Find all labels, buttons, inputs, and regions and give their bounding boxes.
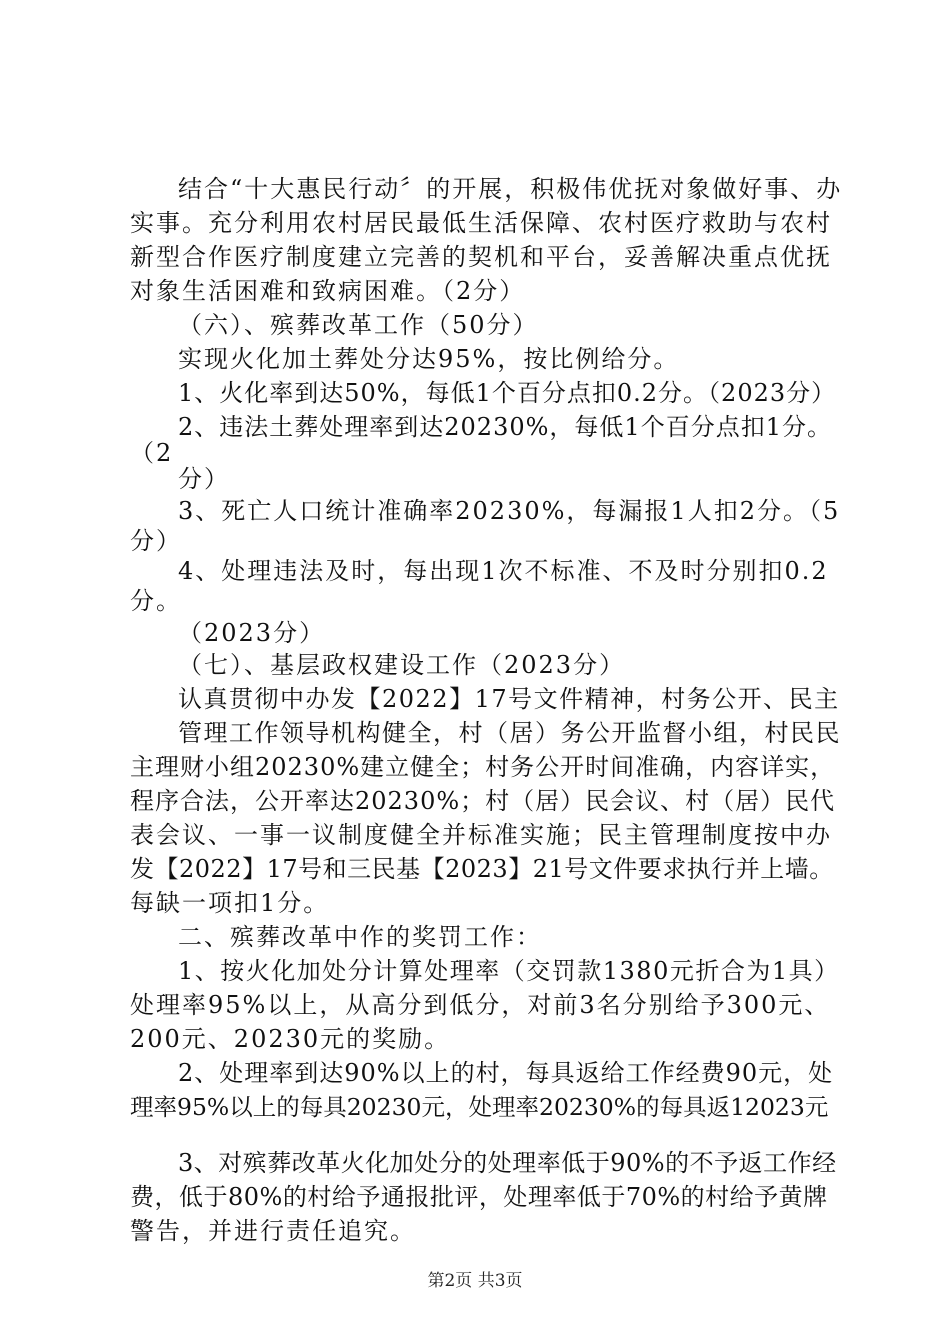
text-line: 1、火化率到达50%，每低1个百分点扣0.2分。（2023分） <box>178 379 837 407</box>
text-line: 新型合作医疗制度建立完善的契机和平台，妥善解决重点优抚 <box>130 243 832 271</box>
text-line: 分） <box>178 465 230 493</box>
text-line: 管理工作领导机构健全，村（居）务公开监督小组，村民民 <box>178 719 841 747</box>
section-heading: （六）、殡葬改革工作（50分） <box>178 311 539 339</box>
text-line: 程序合法，公开率达20230%；村（居）民会议、村（居）民代 <box>130 787 836 815</box>
text-line: 主理财小组20230%建立健全；村务公开时间准确，内容详实， <box>130 753 836 781</box>
text-line: 分。 <box>130 587 182 615</box>
text-line: 200元、20230元的奖励。 <box>130 1025 451 1053</box>
text-line: （2 <box>130 439 174 467</box>
text-line: 对象生活困难和致病困难。（2分） <box>130 277 526 305</box>
page-number-footer: 第2页 共3页 <box>427 1271 523 1291</box>
text-line: 1、按火化加处分计算处理率（交罚款1380元折合为1具） <box>178 957 840 985</box>
text-line: 费，低于80%的村给予通报批评，处理率低于70%的村给予黄牌 <box>130 1183 828 1211</box>
text-line: 实现火化加土葬处分达95%，按比例给分。 <box>178 345 680 373</box>
text-line: 发【2022】17号和三民基【2023】21号文件要求执行并上墙。 <box>130 855 834 883</box>
text-line: 3、死亡人口统计准确率20230%，每漏报1人扣2分。（5 <box>178 497 841 525</box>
section-heading: （七）、基层政权建设工作（2023分） <box>178 651 626 679</box>
text-line: 2、违法土葬处理率到达20230%，每低1个百分点扣1分。 <box>178 413 832 441</box>
text-line: 理率95%以上的每具20230元，处理率20230%的每具返12023元 <box>130 1093 829 1121</box>
text-line: 警告，并进行责任追究。 <box>130 1217 416 1245</box>
text-line: 实事。充分利用农村居民最低生活保障、农村医疗救助与农村 <box>130 209 832 237</box>
text-line: 认真贯彻中办发【2022】17号文件精神，村务公开、民主 <box>178 685 840 713</box>
text-line: 2、处理率到达90%以上的村，每具返给工作经费90元，处 <box>178 1059 834 1087</box>
text-line: 3、对殡葬改革火化加处分的处理率低于90%的不予返工作经 <box>178 1149 837 1177</box>
text-line: （2023分） <box>178 619 326 647</box>
text-line: 结合“十大惠民行动〞的开展，积极伟优抚对象做好事、办 <box>178 175 843 203</box>
text-line: 分） <box>130 527 182 555</box>
text-line: 表会议、一事一议制度健全并标准实施；民主管理制度按中办 <box>130 821 832 849</box>
section-heading: 二、殡葬改革中作的奖罚工作： <box>178 923 542 951</box>
text-line: 每缺一项扣1分。 <box>130 889 330 917</box>
text-line: 处理率95%以上，从高分到低分，对前3名分别给予300元、 <box>130 991 831 1019</box>
text-line: 4、处理违法及时，每出现1次不标准、不及时分别扣0.2 <box>178 557 829 585</box>
